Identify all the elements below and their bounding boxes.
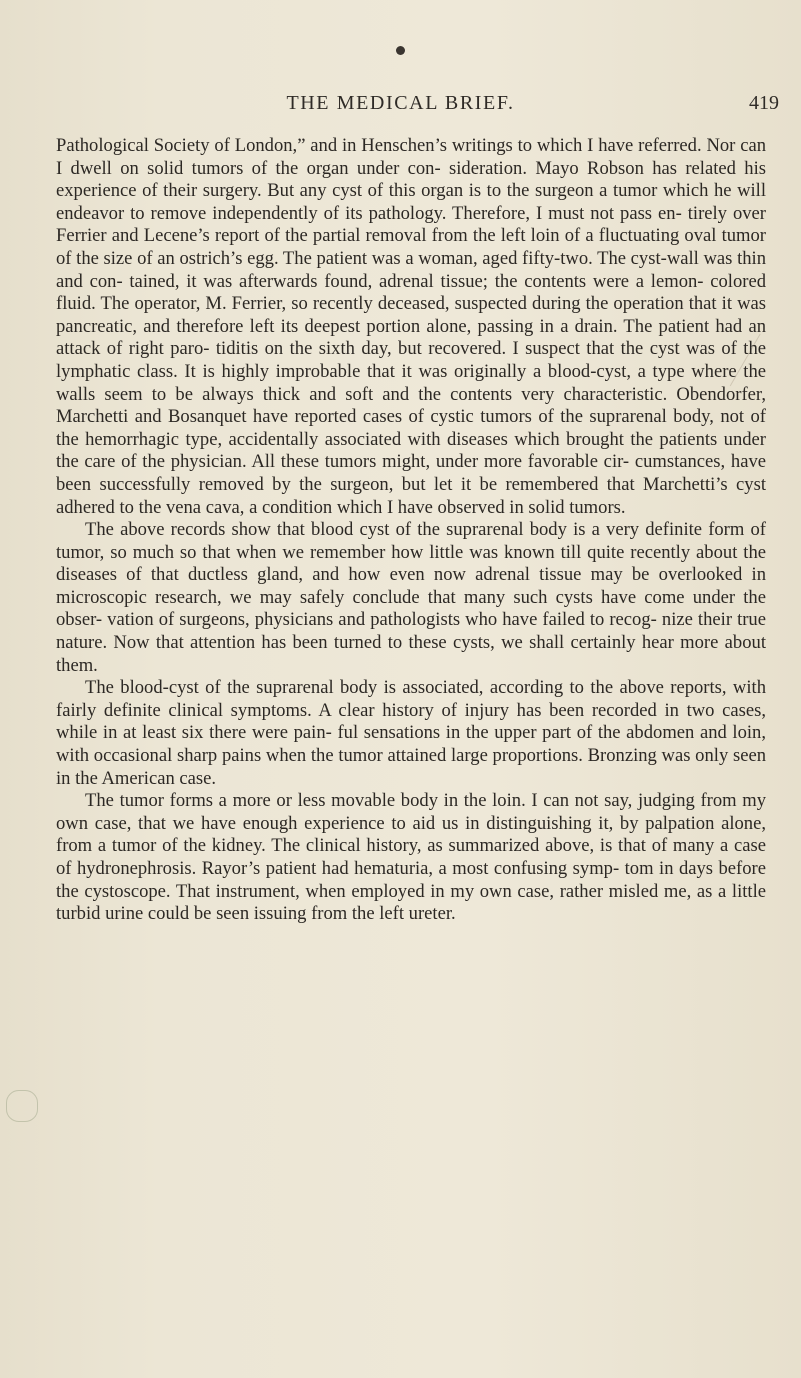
- paragraph: The tumor forms a more or less movable body in the loin. I can not say, judging from my own case, that we have enough experience to aid us in distinguishing it, by palpation alone, from a tumor of the kidney. The clinical history, as summarized above, is that of many a case of hydronephrosis. Rayor’s patient had hematuria, a most confusing symp- tom in days before the cystoscope. That instrument, when employed in my own case, rather misled me, as a little turbid urine could be seen issuing from the left ureter.: [56, 790, 766, 925]
- running-header: [0, 92, 801, 122]
- paper-stain: [6, 1090, 38, 1122]
- paragraph: Pathological Society of London,” and in Henschen’s writings to which I have referred. Nor can I dwell on solid tumors of the organ under con- sideration. Mayo Robson has related his experience of their surgery. But any cyst of this organ is to the surgeon a tumor which he will endeavor to remove independently of its pathology. Therefore, I must not pass en- tirely over Ferrier and Lecene’s report of the partial removal from the left loin of a fluctuating oval tumor of the size of an ostrich’s egg. The patient was a woman, aged fifty-two. The cyst-wall was thin and con- tained, it was afterwards found, adrenal tissue; the contents were a lemon- colored fluid. The operator, M. Ferrier, so recently deceased, suspected during the operation that it was pancreatic, and therefore left its deepest portion alone, passing in a drain. The patient had an attack of right paro- tiditis on the sixth day, but recovered. I suspect that the cyst was of the lymphatic class. It is highly improbable that it was originally a blood-cyst, a type where the walls seem to be always thick and soft and the contents very characteristic. Obendorfer, Marchetti and Bosanquet have reported cases of cystic tumors of the suprarenal body, not of the hemorrhagic type, accidentally associated with diseases which brought the patients under the care of the physician. All these tumors might, under more favorable cir- cumstances, have been successfully removed by the surgeon, but let it be remembered that Marchetti’s cyst adhered to the vena cava, a condition which I have observed in solid tumors.: [56, 135, 766, 518]
- article-body: [56, 135, 766, 926]
- journal-title: THE MEDICAL BRIEF.: [286, 92, 515, 114]
- paragraph: The above records show that blood cyst of the suprarenal body is a very definite form of tumor, so much so that when we remember how little was known till quite recently about the diseases of that ductless gland, and how even now adrenal tissue may be overlooked in microscopic research, we may safely conclude that many such cysts have come under the obser- vation of surgeons, physicians and pathologists who have failed to recog- nize their true nature. Now that attention has been turned to these cysts, we shall certainly hear more about them.: [56, 519, 766, 676]
- page-number: 419: [749, 92, 779, 114]
- paragraph: The blood-cyst of the suprarenal body is associated, according to the above reports, with fairly definite clinical symptoms. A clear history of injury has been recorded in two cases, while in at least six there were pain- ful sensations in the upper part of the abdomen and loin, with occasional sharp pains when the tumor attained large proportions. Bronzing was only seen in the American case.: [56, 677, 766, 789]
- ink-spot: [396, 46, 405, 55]
